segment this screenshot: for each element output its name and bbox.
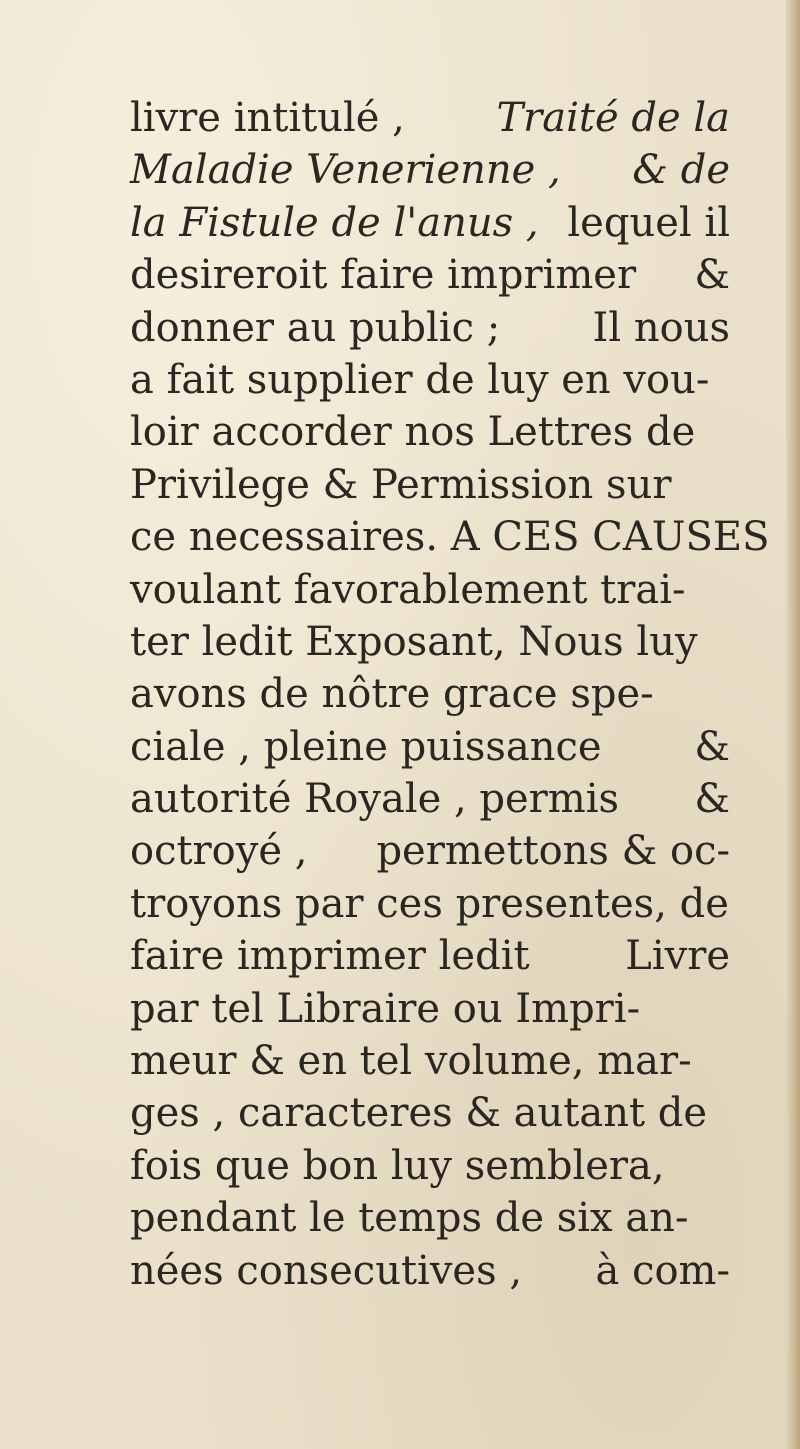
text-line: ce necessaires. A CES CAUSES [130,514,770,561]
text-line: autorité Royale , permis & [130,776,730,823]
text-line: pendant le temps de six an- [130,1195,689,1242]
text-line: par tel Libraire ou Impri- [130,985,641,1032]
text-line: ter ledit Exposant, Nous luy [130,618,698,665]
text-line: Privilege & Permission sur [130,461,672,508]
text-line: ges , caracteres & autant de [130,1090,708,1137]
text-line: loir accorder nos Lettres de [130,409,696,456]
page-text [130,92,770,1297]
text-line: la Fistule de l'anus , lequel il [130,199,730,246]
text-line: voulant favorablement trai- [130,566,686,613]
page-gutter [786,0,800,1449]
text-line: a fait supplier de luy en vou- [130,356,710,403]
text-line: desireroit faire imprimer & [130,252,730,299]
text-line: octroyé , permettons & oc- [130,828,730,875]
text-line: troyons par ces presentes, de [130,880,729,927]
text-line: donner au public ; Il nous [130,304,730,351]
text-line: nées consecutives , à com- [130,1247,730,1294]
text-line: avons de nôtre grace spe- [130,671,654,718]
text-line: meur & en tel volume, mar- [130,1038,692,1085]
text-line: fois que bon luy semblera, [130,1142,665,1189]
text-line: livre intitulé , Traité de la [130,95,730,141]
text-line: ciale , pleine puissance & [130,723,730,770]
text-line: Maladie Venerienne , & de [130,147,730,194]
text-line: faire imprimer ledit Livre [130,933,730,980]
